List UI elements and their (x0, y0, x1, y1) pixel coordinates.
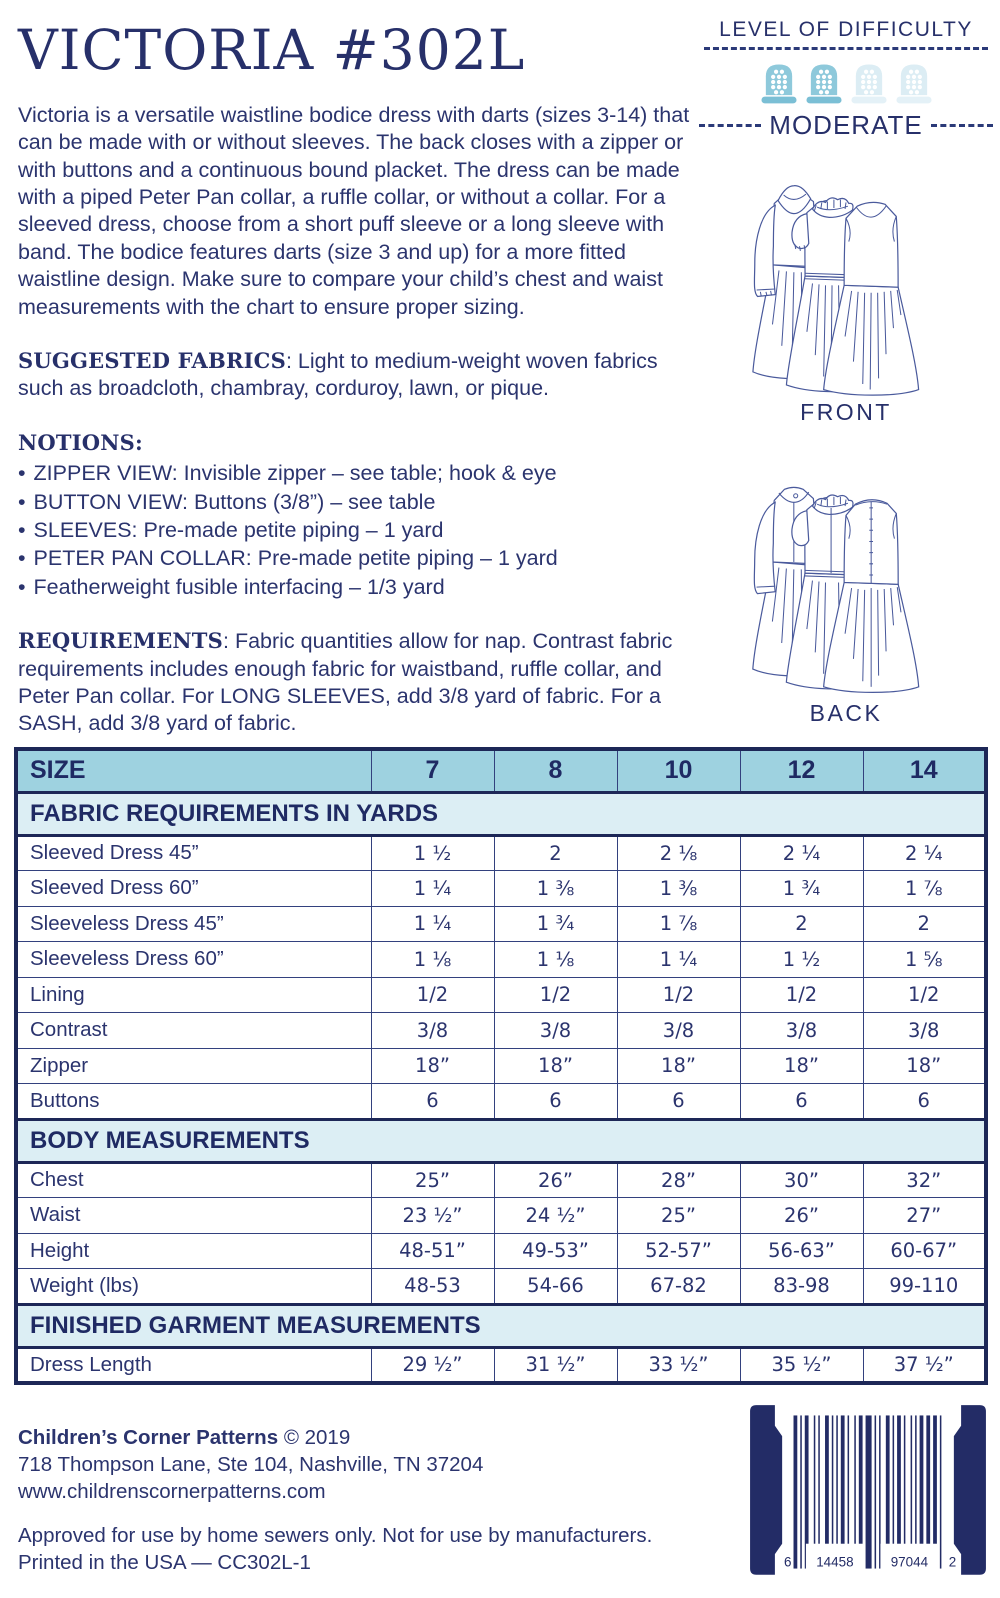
table-section-row (16, 792, 986, 835)
row-label: Chest (16, 1162, 371, 1198)
table-section-row (16, 1119, 986, 1162)
suggested-fabrics-label: SUGGESTED FABRICS (18, 348, 286, 373)
left-column (18, 18, 708, 738)
back-illustration-block (704, 452, 988, 727)
row-value: 83-98 (740, 1269, 863, 1305)
row-value: 1 ⅜ (494, 871, 617, 907)
notions-item (18, 516, 708, 544)
row-value: 67-82 (617, 1269, 740, 1305)
thimble-icon (850, 60, 888, 104)
row-value: 18” (863, 1048, 986, 1084)
row-value: 3/8 (740, 1013, 863, 1049)
bullet-icon: • (18, 574, 26, 599)
row-value: 54-66 (494, 1269, 617, 1305)
difficulty-heading: LEVEL OF DIFFICULTY (719, 18, 973, 41)
table-row (16, 1347, 986, 1383)
notions-list (18, 459, 708, 601)
notions-item-text: BUTTON VIEW: Buttons (3/8”) – see table (33, 489, 436, 514)
size-column-header: 7 (371, 749, 494, 792)
row-value: 2 (494, 835, 617, 871)
suggested-fabrics-paragraph (18, 348, 708, 403)
table-row (16, 1084, 986, 1120)
notions-item (18, 488, 708, 516)
row-value: 1 ½ (371, 835, 494, 871)
notions-item (18, 459, 708, 487)
row-value: 25” (617, 1198, 740, 1234)
row-value: 6 (371, 1084, 494, 1120)
notions-item-text: Featherweight fusible interfacing – 1/3 yard (33, 574, 445, 599)
difficulty-level-row (704, 110, 988, 141)
table-header-row (16, 749, 986, 792)
table-row (16, 1162, 986, 1198)
barcode-left-block (750, 1405, 782, 1575)
row-value: 26” (494, 1162, 617, 1198)
row-value: 18” (740, 1048, 863, 1084)
row-value: 6 (740, 1084, 863, 1120)
row-value: 18” (371, 1048, 494, 1084)
bullet-icon: • (18, 489, 26, 514)
intro-paragraph: Victoria is a versatile waistline bodice dress with darts (sizes 3-14) that can be made with or without sleeves. The back closes with a zipper or with buttons and a continuous bound placket. The dress can be made with a piped Peter Pan collar, a ruffle collar, or without a collar. For a sleeved dress, choose from a short puff sleeve or a long sleeve with band. The bodice features darts (size 3 and up) for a more fitted waistline design. Make sure to compare your child’s chest and waist measurements with the chart to ensure proper sizing. (18, 102, 690, 319)
requirements-text: : Fabric quantities allow for nap. Contrast fabric requirements includes enough fabric for waistband, ruffle collar, and Peter Pan collar. For LONG SLEEVES, add 3/8 yard of fabric. For a SASH, add 3/8 yard of fabric. (18, 629, 673, 736)
row-value: 31 ½” (494, 1347, 617, 1383)
row-value: 1 ¼ (617, 942, 740, 978)
size-header-cell: SIZE (16, 749, 371, 792)
table-row (16, 977, 986, 1013)
row-value: 24 ½” (494, 1198, 617, 1234)
row-value: 1 ¼ (371, 871, 494, 907)
row-label: Sleeved Dress 60” (16, 871, 371, 907)
size-table-wrap (14, 747, 987, 1385)
dashes-right (931, 124, 993, 127)
front-label: FRONT (800, 399, 892, 425)
row-value: 3/8 (617, 1013, 740, 1049)
back-label: BACK (809, 700, 883, 726)
barcode (748, 1400, 988, 1584)
row-value: 29 ½” (371, 1347, 494, 1383)
row-value: 1/2 (371, 977, 494, 1013)
size-column-header: 14 (863, 749, 986, 792)
row-value: 18” (494, 1048, 617, 1084)
company-address: 718 Thompson Lane, Ste 104, Nashville, TN 37204 (18, 1453, 484, 1477)
row-value: 37 ½” (863, 1347, 986, 1383)
table-section-row (16, 1304, 986, 1347)
row-value: 56-63” (740, 1233, 863, 1269)
row-value: 1 ½ (740, 942, 863, 978)
row-label: Sleeved Dress 45” (16, 835, 371, 871)
notions-item (18, 573, 708, 601)
thimble-icon (805, 60, 843, 104)
barcode-image (748, 1400, 988, 1584)
difficulty-thimbles (704, 60, 988, 104)
row-value: 32” (863, 1162, 986, 1198)
notions-item-text: SLEEVES: Pre-made petite piping – 1 yard (33, 517, 444, 542)
size-column-header: 12 (740, 749, 863, 792)
table-row (16, 1013, 986, 1049)
row-value: 2 ¼ (863, 835, 986, 871)
barcode-right-block (954, 1405, 986, 1575)
table-section-title: FINISHED GARMENT MEASUREMENTS (16, 1304, 986, 1347)
row-label: Sleeveless Dress 45” (16, 906, 371, 942)
printed-line: Printed in the USA — CC302L-1 (18, 1551, 311, 1575)
row-value: 1/2 (740, 977, 863, 1013)
notions-item (18, 544, 708, 572)
dress-back-illustration (715, 452, 977, 698)
company-line (18, 1424, 728, 1451)
requirements-paragraph (18, 628, 708, 738)
row-value: 30” (740, 1162, 863, 1198)
front-illustration-block (704, 155, 988, 426)
row-label: Sleeveless Dress 60” (16, 942, 371, 978)
row-value: 28” (617, 1162, 740, 1198)
row-value: 60-67” (863, 1233, 986, 1269)
row-value: 1/2 (863, 977, 986, 1013)
row-value: 52-57” (617, 1233, 740, 1269)
svg-text:97044: 97044 (890, 1554, 929, 1570)
bullet-icon: • (18, 517, 26, 542)
row-value: 1 ⅝ (863, 942, 986, 978)
table-row (16, 1269, 986, 1305)
table-row (16, 942, 986, 978)
row-value: 1 ⅛ (371, 942, 494, 978)
table-section-title: FABRIC REQUIREMENTS IN YARDS (16, 792, 986, 835)
table-section-title: BODY MEASUREMENTS (16, 1119, 986, 1162)
row-value: 6 (494, 1084, 617, 1120)
row-value: 1/2 (494, 977, 617, 1013)
row-value: 1 ⅜ (617, 871, 740, 907)
right-column (704, 18, 988, 727)
row-label: Dress Length (16, 1347, 371, 1383)
barcode-bars (794, 1415, 942, 1570)
footer-text (18, 1424, 728, 1576)
row-value: 1 ¼ (371, 906, 494, 942)
notions-label: NOTIONS: (18, 429, 143, 455)
row-value: 1 ¾ (494, 906, 617, 942)
table-row (16, 835, 986, 871)
row-value: 1 ⅛ (494, 942, 617, 978)
thimble-icon (895, 60, 933, 104)
notions-heading (18, 430, 708, 457)
bullet-icon: • (18, 461, 26, 486)
row-value: 1 ⅞ (617, 906, 740, 942)
row-value: 3/8 (863, 1013, 986, 1049)
row-value: 1 ⅞ (863, 871, 986, 907)
row-value: 48-53 (371, 1269, 494, 1305)
difficulty-level-label: MODERATE (769, 110, 923, 140)
table-row (16, 1048, 986, 1084)
table-row (16, 906, 986, 942)
table-row (16, 871, 986, 907)
company-name: Children’s Corner Patterns (18, 1426, 279, 1449)
row-label: Lining (16, 977, 371, 1013)
svg-text:14458: 14458 (816, 1554, 854, 1570)
row-value: 49-53” (494, 1233, 617, 1269)
requirements-label: REQUIREMENTS (18, 628, 223, 654)
row-value: 25” (371, 1162, 494, 1198)
row-label: Zipper (16, 1048, 371, 1084)
dashes-left (699, 124, 761, 127)
difficulty-dashed-rule (704, 47, 988, 50)
row-value: 2 (863, 906, 986, 942)
company-website: www.childrenscornerpatterns.com (18, 1480, 326, 1504)
suggested-fabrics-text: : Light to medium-weight woven fabrics such as broadcloth, chambray, corduroy, lawn, or pique. (18, 349, 658, 401)
row-value: 48-51” (371, 1233, 494, 1269)
row-value: 3/8 (494, 1013, 617, 1049)
svg-text:6: 6 (783, 1554, 792, 1570)
row-value: 33 ½” (617, 1347, 740, 1383)
row-value: 6 (617, 1084, 740, 1120)
size-column-header: 8 (494, 749, 617, 792)
row-label: Waist (16, 1198, 371, 1234)
row-value: 2 ⅛ (617, 835, 740, 871)
row-label: Height (16, 1233, 371, 1269)
table-row (16, 1233, 986, 1269)
thimble-icon (760, 60, 798, 104)
size-table (14, 747, 988, 1385)
approved-line: Approved for use by home sewers only. Not for use by manufacturers. (18, 1524, 653, 1548)
row-label: Weight (lbs) (16, 1269, 371, 1305)
row-value: 2 (740, 906, 863, 942)
row-value: 18” (617, 1048, 740, 1084)
row-value: 27” (863, 1198, 986, 1234)
page-title: VICTORIA #302L (18, 18, 526, 82)
notions-item-text: PETER PAN COLLAR: Pre-made petite piping – 1 yard (33, 546, 558, 571)
row-value: 35 ½” (740, 1347, 863, 1383)
row-label: Buttons (16, 1084, 371, 1120)
row-value: 3/8 (371, 1013, 494, 1049)
notions-item-text: ZIPPER VIEW: Invisible zipper – see table; hook & eye (33, 461, 557, 486)
bullet-icon: • (18, 546, 26, 571)
dress-front-illustration (715, 155, 977, 397)
row-value: 1/2 (617, 977, 740, 1013)
size-column-header: 10 (617, 749, 740, 792)
row-value: 23 ½” (371, 1198, 494, 1234)
row-value: 26” (740, 1198, 863, 1234)
table-row (16, 1198, 986, 1234)
row-value: 99-110 (863, 1269, 986, 1305)
row-value: 1 ¾ (740, 871, 863, 907)
row-value: 6 (863, 1084, 986, 1120)
row-value: 2 ¼ (740, 835, 863, 871)
row-label: Contrast (16, 1013, 371, 1049)
svg-text:2: 2 (948, 1554, 957, 1570)
company-copyright: © 2019 (283, 1426, 351, 1449)
